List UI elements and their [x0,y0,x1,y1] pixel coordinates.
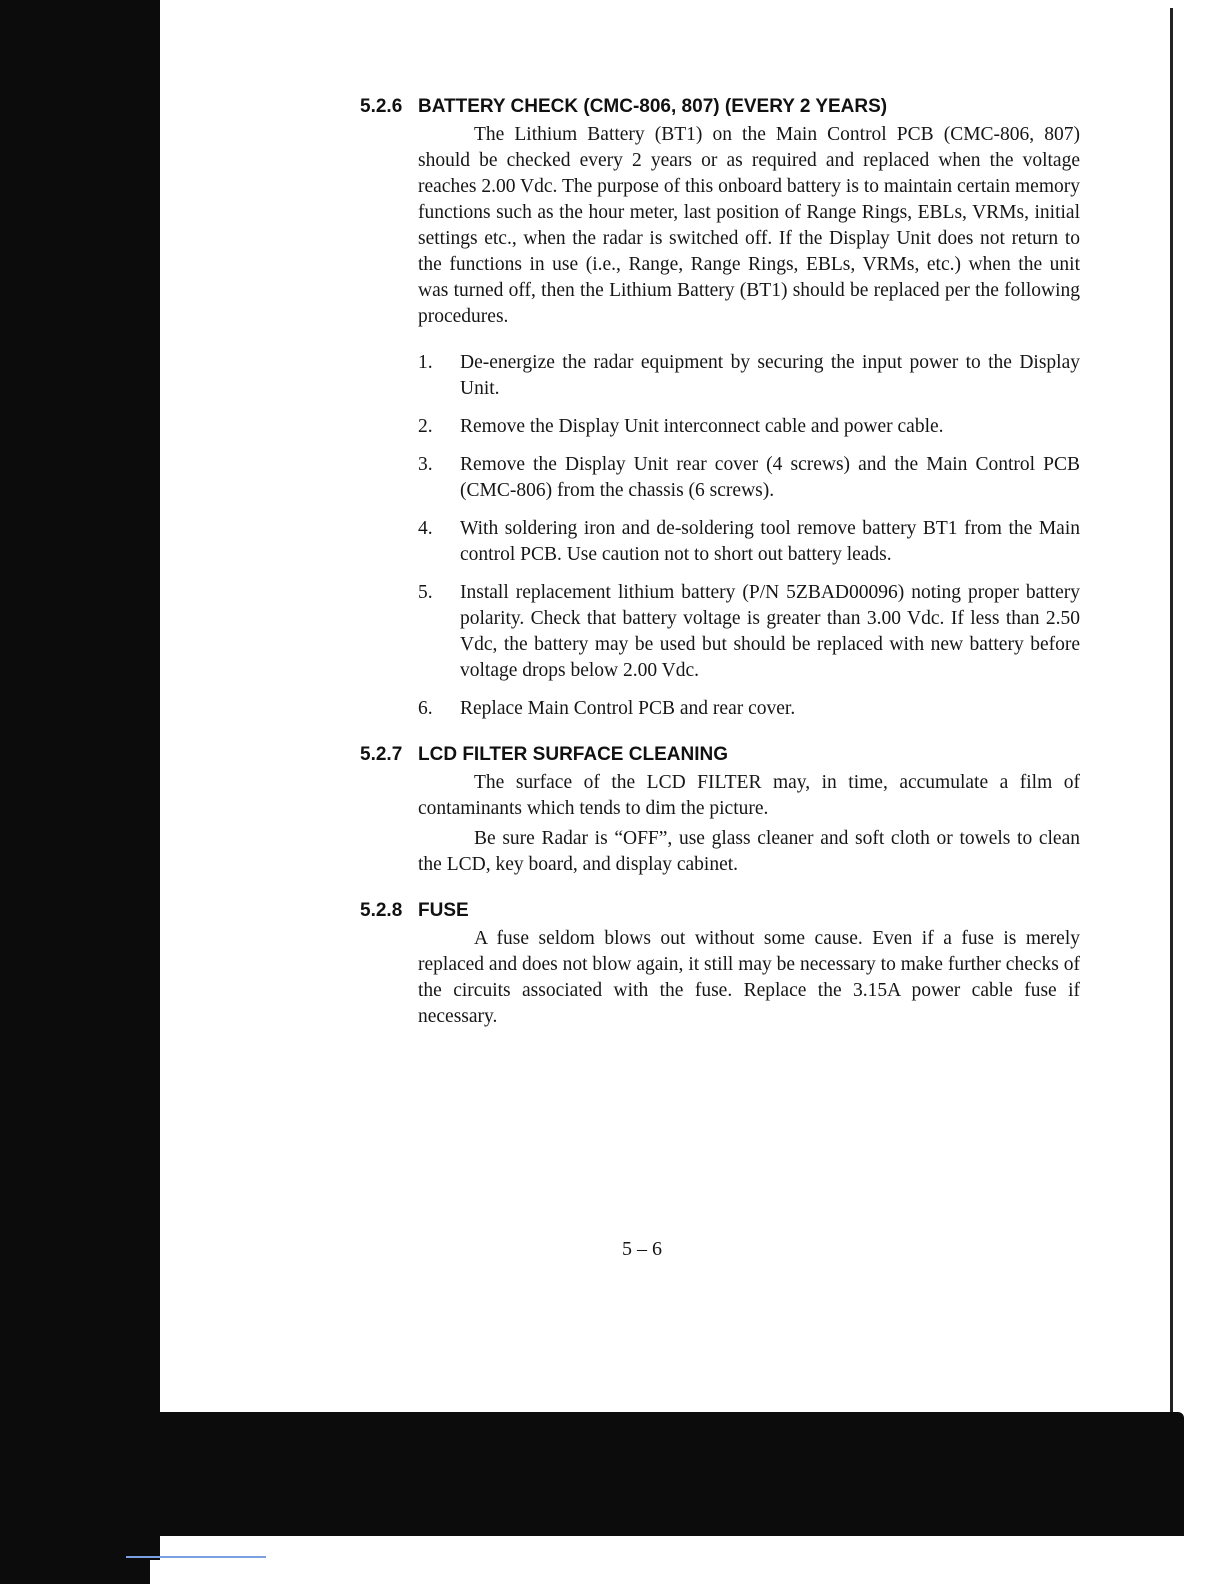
procedure-steps [418,350,1080,722]
section-heading [360,900,1080,922]
section-heading [360,96,1080,118]
scan-artifact-line [126,1556,266,1558]
page-number: 5 – 6 [622,1238,662,1260]
section-lcd-filter-cleaning [360,744,1080,878]
step-text: Remove the Display Unit interconnect cable and power cable. [460,416,944,437]
step-number: 5. [418,582,433,603]
section-title: FUSE [418,900,469,921]
paragraph: A fuse seldom blows out without some cause. Even if a fuse is merely replaced and does not blow again, it still may be necessary to make further checks of the circuits associated with the fuse. Replace the 3.15A power cable fuse if necessary. [418,928,1080,1027]
list-item [418,414,1080,440]
section-fuse [360,900,1080,1030]
list-item [418,580,1080,684]
list-item [418,516,1080,568]
list-item [418,696,1080,722]
document-page [360,96,1080,1052]
scan-border-left [0,0,160,1584]
step-text: Remove the Display Unit rear cover (4 screws) and the Main Control PCB (CMC-806) from the chassis (6 screws). [460,454,1080,501]
list-item [418,452,1080,504]
step-number: 6. [418,698,433,719]
scan-border-right [1170,8,1173,1412]
section-number: 5.2.8 [360,900,403,921]
paragraph: Be sure Radar is “OFF”, use glass cleaner and soft cloth or towels to clean the LCD, key board, and display cabinet. [418,828,1080,875]
step-number: 1. [418,352,433,373]
section-number: 5.2.6 [360,96,403,117]
step-text: De-energize the radar equipment by securing the input power to the Display Unit. [460,352,1080,399]
scan-artifact [150,1560,180,1584]
step-text: Replace Main Control PCB and rear cover. [460,698,796,719]
section-title: BATTERY CHECK (CMC-806, 807) (EVERY 2 YEARS) [418,96,888,117]
section-title: LCD FILTER SURFACE CLEANING [418,744,728,765]
step-number: 3. [418,454,433,475]
section-battery-check [360,96,1080,722]
scan-border-bottom [0,1412,1184,1536]
section-number: 5.2.7 [360,744,403,765]
section-heading [360,744,1080,766]
step-text: With soldering iron and de-soldering tool remove battery BT1 from the Main control PCB. Use caution not to short out battery leads. [460,518,1080,565]
step-number: 2. [418,416,433,437]
step-number: 4. [418,518,433,539]
paragraph: The Lithium Battery (BT1) on the Main Control PCB (CMC-806, 807) should be checked every 2 years or as required and replaced when the voltage reaches 2.00 Vdc. The purpose of this onboard battery is to maintain certain memory functions such as the hour meter, last position of Range Rings, EBLs, VRMs, initial settings etc., when the radar is switched off. If the Display Unit does not return to the functions in use (i.e., Range, Range Rings, EBLs, VRMs, etc.) when the unit was turned off, then the Lithium Battery (BT1) should be replaced per the following procedures. [418,124,1080,327]
paragraph: The surface of the LCD FILTER may, in time, accumulate a film of contaminants which tends to dim the picture. [418,772,1080,819]
step-text: Install replacement lithium battery (P/N 5ZBAD00096) noting proper battery polarity. Check that battery voltage is greater than 3.00 Vdc. If less than 2.50 Vdc, the battery may be used but should be replaced with new battery before voltage drops below 2.00 Vdc. [460,582,1080,681]
list-item [418,350,1080,402]
